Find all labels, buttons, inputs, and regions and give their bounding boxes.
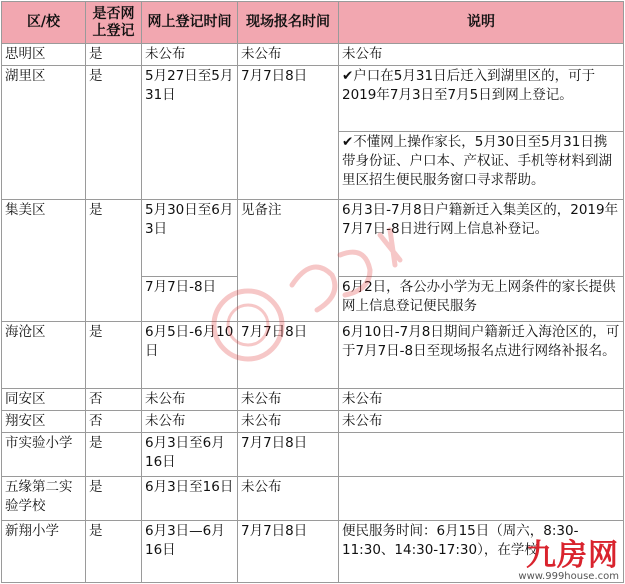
cell-note bbox=[339, 476, 624, 520]
table-row bbox=[2, 44, 624, 66]
cell-online-time: 6月3日至6月16日 bbox=[142, 432, 238, 476]
cell-online: 是 bbox=[86, 322, 142, 388]
table-row bbox=[2, 410, 624, 432]
table-row bbox=[2, 476, 624, 520]
cell-online: 是 bbox=[86, 44, 142, 66]
cell-district: 市实验小学 bbox=[2, 432, 86, 476]
cell-note: 未公布 bbox=[339, 388, 624, 410]
header-notes: 说明 bbox=[339, 2, 624, 44]
cell-onsite-time: 未公布 bbox=[238, 410, 339, 432]
cell-online-time: 7月7日-8日 bbox=[142, 277, 238, 322]
table-row bbox=[2, 200, 624, 277]
table-row bbox=[2, 388, 624, 410]
cell-online-time: 未公布 bbox=[142, 410, 238, 432]
cell-district: 集美区 bbox=[2, 200, 86, 322]
cell-note: 便民服务时间：6月15日（周六，8:30-11:30、14:30-17:30），在学校 bbox=[339, 520, 624, 582]
header-online-required: 是否网上登记 bbox=[86, 2, 142, 44]
cell-district: 翔安区 bbox=[2, 410, 86, 432]
table-row bbox=[2, 66, 624, 132]
table-row bbox=[2, 432, 624, 476]
cell-online-time: 5月27日至5月31日 bbox=[142, 66, 238, 200]
cell-district: 海沧区 bbox=[2, 322, 86, 388]
header-onsite-time: 现场报名时间 bbox=[238, 2, 339, 44]
cell-online-time: 未公布 bbox=[142, 44, 238, 66]
cell-note: 6月10日-7月8日期间户籍新迁入海沧区的，可于7月7日-8日至现场报名点进行网络补报名。 bbox=[339, 322, 624, 388]
cell-online-time: 未公布 bbox=[142, 388, 238, 410]
cell-online: 是 bbox=[86, 200, 142, 322]
cell-online: 是 bbox=[86, 520, 142, 582]
cell-district: 五缘第二实验学校 bbox=[2, 476, 86, 520]
brand-logo-url: www.999house.com bbox=[518, 571, 619, 582]
cell-online-time: 6月3日—6月16日 bbox=[142, 520, 238, 582]
cell-online: 是 bbox=[86, 66, 142, 200]
cell-note bbox=[339, 432, 624, 476]
cell-note: 6月2日，各公办小学为无上网条件的家长提供网上信息登记便民服务 bbox=[339, 277, 624, 322]
cell-onsite-time: 未公布 bbox=[238, 476, 339, 520]
cell-onsite-time: 未公布 bbox=[238, 388, 339, 410]
cell-district: 新翔小学 bbox=[2, 520, 86, 582]
cell-note: 未公布 bbox=[339, 44, 624, 66]
cell-district: 湖里区 bbox=[2, 66, 86, 200]
table-row bbox=[2, 322, 624, 388]
cell-onsite-time: 见备注 bbox=[238, 200, 339, 322]
cell-online-time: 6月3日至16日 bbox=[142, 476, 238, 520]
cell-district: 同安区 bbox=[2, 388, 86, 410]
cell-online-time: 5月30日至6月3日 bbox=[142, 200, 238, 277]
cell-online: 是 bbox=[86, 432, 142, 476]
header-district: 区/校 bbox=[2, 2, 86, 44]
cell-onsite-time: 未公布 bbox=[238, 44, 339, 66]
cell-onsite-time: 7月7日8日 bbox=[238, 432, 339, 476]
registration-table bbox=[1, 1, 624, 583]
brand-logo-text: 九房网 bbox=[526, 538, 619, 573]
table-row bbox=[2, 520, 624, 582]
table-header-row bbox=[2, 2, 624, 44]
cell-note: ✔不懂网上操作家长，5月30日至5月31日携带身份证、户口本、产权证、手机等材料到湖里区招生便民服务窗口寻求帮助。 bbox=[339, 132, 624, 200]
cell-onsite-time: 7月7日8日 bbox=[238, 66, 339, 200]
cell-onsite-time: 7月7日8日 bbox=[238, 520, 339, 582]
cell-district: 思明区 bbox=[2, 44, 86, 66]
cell-onsite-time: 7月7日8日 bbox=[238, 322, 339, 388]
cell-online: 是 bbox=[86, 476, 142, 520]
cell-note: ✔户口在5月31日后迁入到湖里区的，可于2019年7月3日至7月5日到网上登记。 bbox=[339, 66, 624, 132]
cell-online: 否 bbox=[86, 410, 142, 432]
header-online-time: 网上登记时间 bbox=[142, 2, 238, 44]
cell-online: 否 bbox=[86, 388, 142, 410]
cell-note: 未公布 bbox=[339, 410, 624, 432]
cell-note: 6月3日-7月8日户籍新迁入集美区的，2019年7月7日-8日进行网上信息补登记。 bbox=[339, 200, 624, 277]
cell-online-time: 6月5日-6月10日 bbox=[142, 322, 238, 388]
